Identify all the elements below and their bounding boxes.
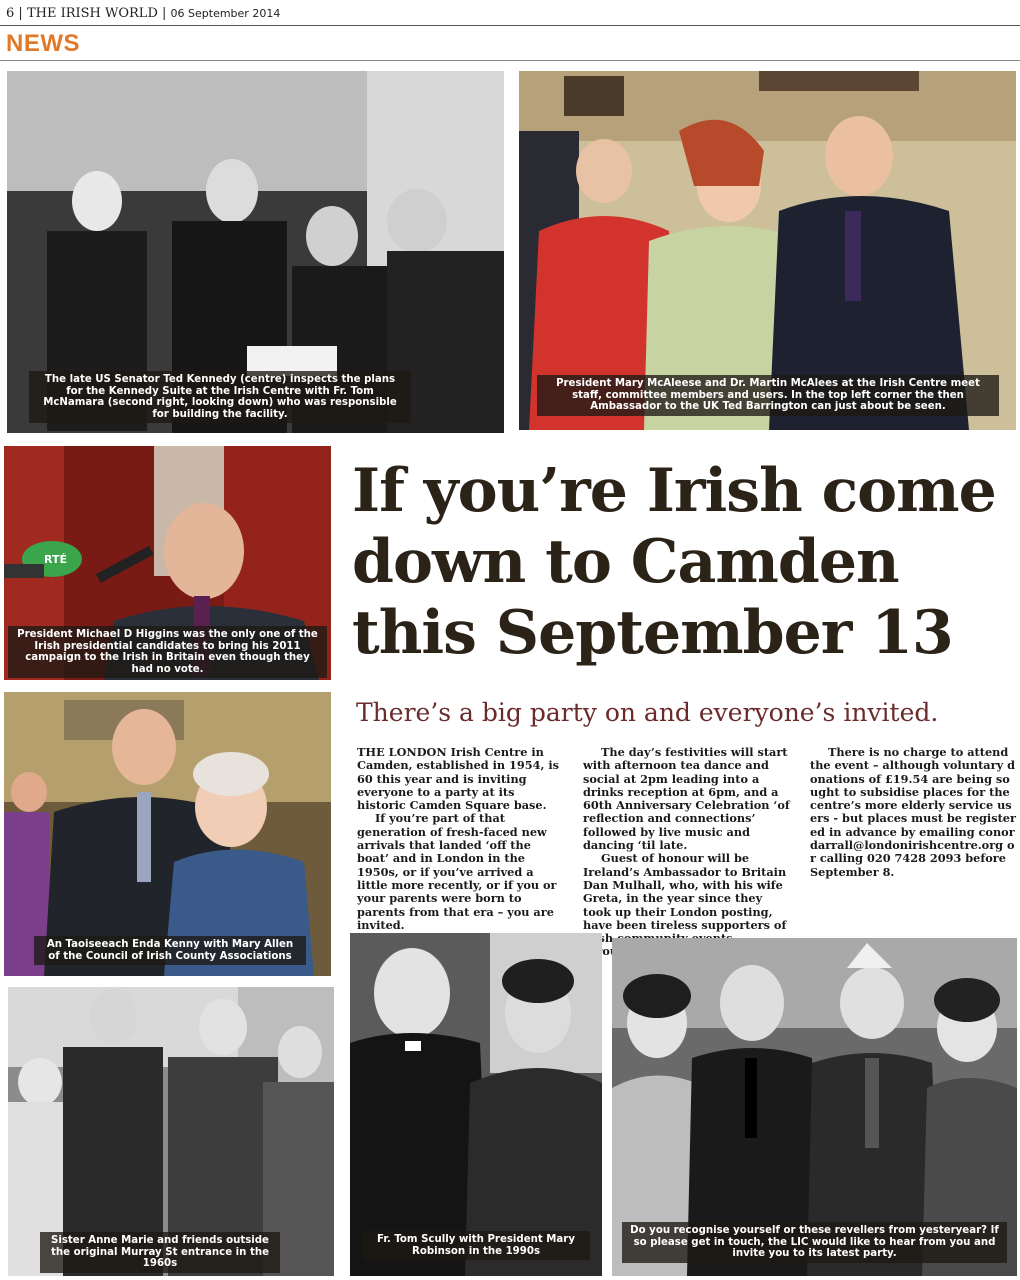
article-paragraph: The day’s festivities will start with afternoon tea dance and social at 2pm leading into a drinks reception at 6pm, and a 60th Anniversary Celebration ‘of reflection and connections’ followed by live music and dancing ‘til late.: [583, 745, 790, 853]
photo-kenny: [4, 692, 331, 976]
article-paragraph: There is no charge to attend the event – although voluntary donations of £19.54 are being sought to subsidise places for the centre’s more elderly service users - but places must be registered in advance by emailing conordarrall@londonirishcentre.org or calling 020 7428 2093 before September 8.: [810, 745, 1016, 879]
mic-label: RTÉ: [44, 553, 67, 566]
article-headline: If you’re Irish come down to Camden this September 13: [352, 456, 996, 668]
article-paragraph: Guest of honour will be Ireland’s Ambassador to Britain Dan Mulhall, who, with his wife Greta, in the year since they took up their London posting, have been tireless supporters of: [583, 851, 787, 932]
article-column-1: [357, 746, 563, 932]
section-rule: [0, 60, 1020, 61]
header-rule: [0, 25, 1020, 26]
photo-mcaleese: [519, 71, 1016, 430]
issue-date: 06 September 2014: [170, 7, 281, 20]
photo-anne-marie: [8, 987, 334, 1276]
photo-kenny-image: [4, 692, 331, 976]
caption-kenny: An Taoiseeach Enda Kenny with Mary Allen of the Council of Irish County Associations: [34, 936, 306, 965]
photo-scully-image: [350, 933, 602, 1276]
caption-anne-marie: Sister Anne Marie and friends outside the original Murray St entrance in the 1960s: [40, 1232, 280, 1273]
publication-name: THE IRISH WORLD: [26, 6, 158, 21]
section-label: NEWS: [6, 30, 80, 57]
caption-scully: Fr. Tom Scully with President Mary Robinson in the 1990s: [362, 1231, 590, 1260]
caption-higgins: President Michael D Higgins was the only one of the Irish presidential candidates to bring his 2011 campaign to the Irish in Britain even though they had no vote.: [8, 626, 327, 678]
caption-revellers: Do you recognise yourself or these revellers from yesteryear? If so please get in touch, the LIC would like to hear from you and invite you to its latest party.: [622, 1222, 1007, 1263]
caption-kennedy: The late US Senator Ted Kennedy (centre) inspects the plans for the Kennedy Suite at the Irish Centre with Fr. Tom McNamara (second right, looking down) who was responsible for building the facility.: [29, 371, 411, 423]
photo-higgins: [4, 446, 331, 680]
photo-revellers: [612, 938, 1017, 1276]
page-number: 6: [6, 6, 15, 21]
photo-kennedy: [7, 71, 504, 433]
article-paragraph: THE LONDON Irish Centre in Camden, established in 1954, is 60 this year and is inviting everyone to a party at its historic Camden Square base.: [357, 745, 559, 813]
article-column-2: [583, 746, 794, 959]
article-paragraph: If you’re part of that generation of fresh-faced new arrivals that landed ‘off the boat’ and in London in the 1950s, or if you’ve arrived a little more recently, or if you or your parents were born to parents from that era – you are invited.: [357, 811, 557, 932]
article-standfirst: There’s a big party on and everyone’s invited.: [356, 698, 939, 727]
caption-mcaleese: President Mary McAleese and Dr. Martin McAlees at the Irish Centre meet staff, committee members and users. In the top left corner the then Ambassador to the UK Ted Barrington can just about be seen.: [537, 375, 999, 416]
article-column-3: [810, 746, 1017, 879]
photo-scully: [350, 933, 602, 1276]
masthead-line: 6 | THE IRISH WORLD | 06 September 2014: [6, 6, 281, 21]
